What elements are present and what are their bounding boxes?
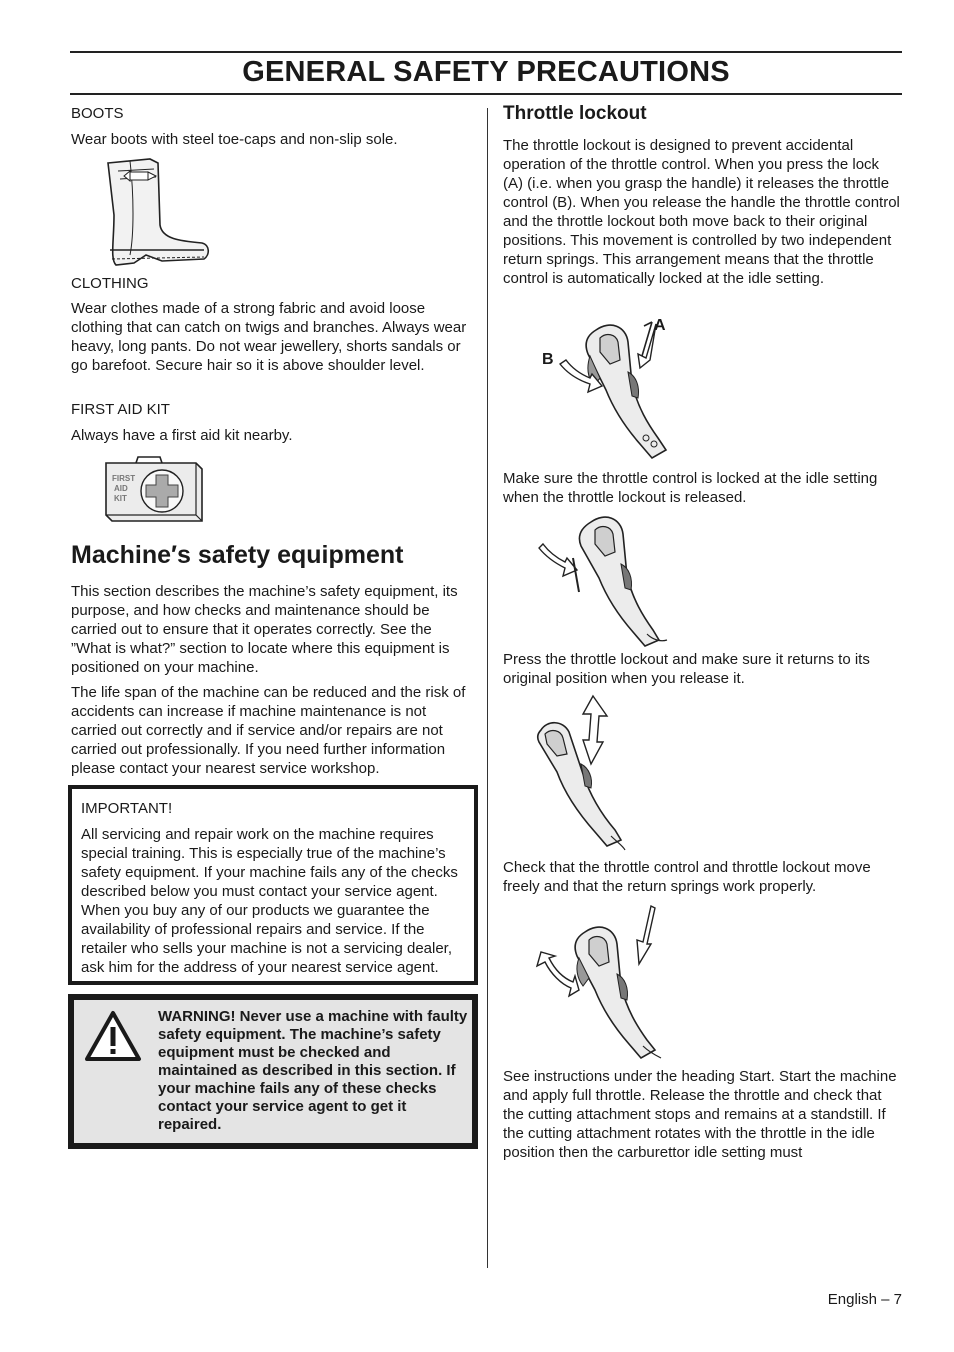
boots-text: Wear boots with steel toe-caps and non-slip sole. <box>71 131 398 148</box>
figure-label-a: A <box>654 317 666 334</box>
machine-safety-paragraph-1: This section describes the machine’s safety equipment, its purpose, and how checks and maintenance should be carried out to ensure that it operates correctly. See the ”What is what?” section to locate where this equipment is positioned on your machine. <box>71 583 458 676</box>
page-number: English – 7 <box>827 1291 902 1308</box>
important-label: IMPORTANT! <box>81 800 173 817</box>
first-aid-kit-illustration <box>100 455 208 527</box>
first-aid-text: Always have a first aid kit nearby. <box>71 427 293 444</box>
boots-heading: BOOTS <box>71 105 124 122</box>
throttle-lockout-paragraph-4: Check that the throttle control and throttle lockout move freely and that the return springs work properly. <box>503 859 871 895</box>
clothing-text: Wear clothes made of a strong fabric and avoid loose clothing that can catch on twigs and branches. Always wear heavy, long pants. Do not wear jewellery, shorts sandals or go barefoot. Secure hair so it is above shoulder level. <box>71 300 467 374</box>
first-aid-heading: FIRST AID KIT <box>71 401 170 418</box>
warning-triangle-icon <box>84 1010 142 1062</box>
column-divider <box>487 108 488 1268</box>
throttle-handle-figure-a-b <box>540 312 690 462</box>
throttle-handle-figure-locked <box>535 512 680 647</box>
throttle-lockout-paragraph-5: See instructions under the heading Start. Start the machine and apply full throttle. Release the throttle and check that the cutting attachment stops and remains at a standstill. If the cutting attachment rotates with the throttle in the idle position then the carburettor idle setting must <box>503 1068 897 1161</box>
important-notice-box <box>68 785 478 985</box>
warning-box <box>68 994 478 1149</box>
throttle-handle-figure-free-movement <box>535 902 670 1062</box>
header-bottom-rule <box>70 93 902 95</box>
boots-illustration <box>100 155 215 270</box>
important-text: All servicing and repair work on the machine requires special training. This is especially true of the machine’s safety equipment. If your machine fails any of the checks described below you must contact your service agent. When you buy any of our products we guarantee the availability of professional repairs and service. If the retailer who sells your machine is not a servicing dealer, ask him for the address of your nearest service agent. <box>81 826 458 976</box>
header-top-rule <box>70 51 902 53</box>
warning-text: WARNING! Never use a machine with faulty safety equipment. The machine’s safety equipment must be checked and maintained as described in this section. If your machine fails any of these checks contact your service agent to get it repaired. <box>158 1008 468 1133</box>
clothing-heading: CLOTHING <box>71 275 149 292</box>
figure-label-b: B <box>542 351 554 368</box>
machine-safety-heading: Machine′s safety equipment <box>71 541 404 569</box>
throttle-lockout-paragraph-3: Press the throttle lockout and make sure it returns to its original position when you release it. <box>503 651 870 687</box>
kit-label-line-3: KIT <box>114 494 127 503</box>
throttle-lockout-paragraph-2: Make sure the throttle control is locked at the idle setting when the throttle lockout is released. <box>503 470 878 506</box>
throttle-lockout-heading: Throttle lockout <box>503 103 647 124</box>
throttle-handle-figure-lockout-press <box>533 694 653 852</box>
page-title: GENERAL SAFETY PRECAUTIONS <box>242 56 730 88</box>
throttle-lockout-paragraph-1: The throttle lockout is designed to prevent accidental operation of the throttle control. When you press the lock (A) (i.e. when you grasp the handle) it releases the throttle control (B). When you release the handle the throttle control and the throttle lockout both move back to their original positions. This movement is controlled by two independent return springs. This arrangement means that the throttle control is automatically locked at the idle setting. <box>503 137 900 287</box>
kit-label-line-1: FIRST <box>112 474 136 483</box>
kit-label-line-2: AID <box>114 484 128 493</box>
machine-safety-paragraph-2: The life span of the machine can be reduced and the risk of accidents can increase if machine maintenance is not carried out correctly and if service and/or repairs are not carried out professionally. If you need further information please contact your nearest service workshop. <box>71 684 466 777</box>
